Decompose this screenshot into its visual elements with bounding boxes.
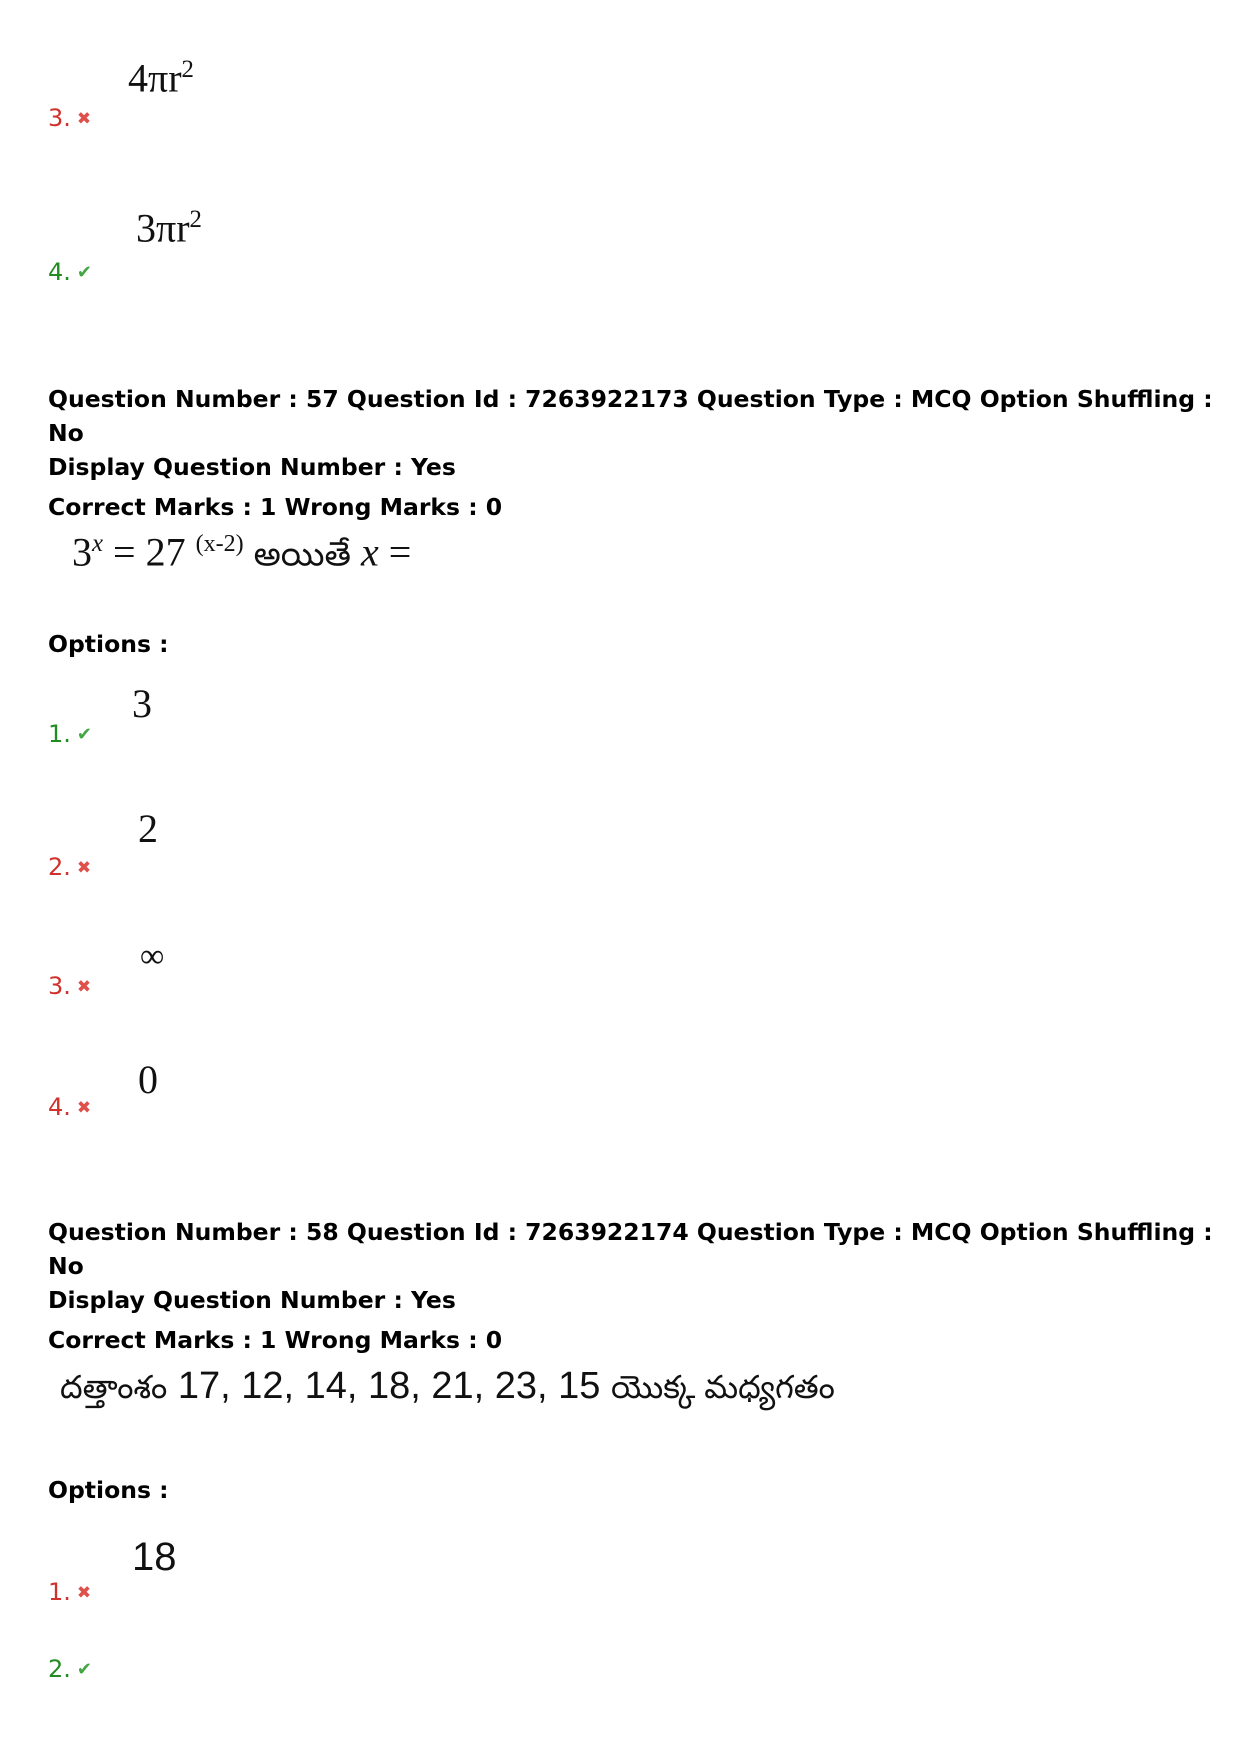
check-icon: ✔ bbox=[76, 1659, 92, 1680]
q57-option-3-value: ∞ bbox=[140, 938, 165, 975]
stem-rhs: 27 bbox=[145, 529, 186, 575]
pi-symbol: π bbox=[148, 55, 169, 101]
q58-meta-line1: Question Number : 58 Question Id : 7263922174 Question Type : MCQ Option Shuffling : No bbox=[48, 1218, 1213, 1280]
radius-symbol: r bbox=[176, 205, 190, 251]
q57-option-1-value: 3 bbox=[132, 681, 152, 726]
stem-equals: = bbox=[113, 529, 136, 575]
radius-symbol: r bbox=[168, 55, 182, 101]
stem-variable: x bbox=[360, 529, 379, 575]
q58-meta-line2: Display Question Number : Yes bbox=[48, 1286, 456, 1314]
q57-option-3 bbox=[48, 972, 91, 1001]
stem-base-exponent: x bbox=[92, 530, 104, 557]
option-number: 1. bbox=[48, 1578, 71, 1606]
stem-telugu-text: అయితే bbox=[253, 534, 351, 575]
stem-rhs-exponent: (x-2) bbox=[195, 531, 244, 557]
q57-marks: Correct Marks : 1 Wrong Marks : 0 bbox=[48, 493, 503, 521]
q57-question-stem bbox=[72, 522, 411, 576]
option-number: 1. bbox=[48, 720, 71, 748]
option-number: 3. bbox=[48, 104, 71, 132]
q56-option-4-content bbox=[136, 200, 202, 251]
check-icon: ✔ bbox=[76, 724, 92, 745]
q57-option-4-value: 0 bbox=[138, 1057, 158, 1102]
q57-option-4 bbox=[48, 1093, 91, 1122]
cross-icon: ✖ bbox=[76, 109, 92, 129]
q57-options-label: Options : bbox=[48, 630, 169, 658]
q58-option-1-value: 18 bbox=[132, 1535, 177, 1579]
option-number: 4. bbox=[48, 1093, 71, 1121]
q56-option-4 bbox=[48, 258, 92, 287]
option-number: 2. bbox=[48, 853, 71, 881]
cross-icon: ✖ bbox=[76, 858, 92, 878]
option-number: 2. bbox=[48, 1655, 71, 1683]
q58-question-stem bbox=[60, 1364, 835, 1409]
cross-icon: ✖ bbox=[76, 977, 92, 997]
q58-option-2 bbox=[48, 1655, 92, 1684]
pi-symbol: π bbox=[156, 205, 177, 251]
q58-marks: Correct Marks : 1 Wrong Marks : 0 bbox=[48, 1326, 503, 1354]
coef: 3 bbox=[136, 205, 156, 251]
stem-telugu-prefix: దత్తాంశం bbox=[60, 1369, 168, 1405]
exponent: 2 bbox=[189, 206, 202, 233]
q57-option-1 bbox=[48, 720, 92, 749]
q58-options-label: Options : bbox=[48, 1476, 169, 1504]
exponent: 2 bbox=[181, 56, 194, 83]
q58-option-1 bbox=[48, 1578, 91, 1607]
q57-meta-line1: Question Number : 57 Question Id : 7263922173 Question Type : MCQ Option Shuffling : No bbox=[48, 385, 1213, 447]
stem-equals-2: = bbox=[388, 529, 412, 575]
q57-meta-line2: Display Question Number : Yes bbox=[48, 453, 456, 481]
q56-option-3 bbox=[48, 104, 91, 133]
cross-icon: ✖ bbox=[76, 1583, 92, 1603]
q57-option-2 bbox=[48, 853, 91, 882]
cross-icon: ✖ bbox=[76, 1098, 92, 1118]
coef: 4 bbox=[128, 55, 148, 101]
q58-meta bbox=[48, 1215, 1228, 1357]
option-number: 4. bbox=[48, 258, 71, 286]
stem-base: 3 bbox=[72, 529, 92, 575]
q56-option-3-content bbox=[128, 50, 194, 101]
option-number: 3. bbox=[48, 972, 71, 1000]
stem-data-values: 17, 12, 14, 18, 21, 23, 15 bbox=[177, 1365, 601, 1407]
stem-telugu-suffix: యొక్క మధ్యగతం bbox=[610, 1369, 835, 1405]
check-icon: ✔ bbox=[76, 262, 92, 283]
q57-option-2-value: 2 bbox=[138, 806, 158, 851]
q57-meta bbox=[48, 382, 1228, 524]
